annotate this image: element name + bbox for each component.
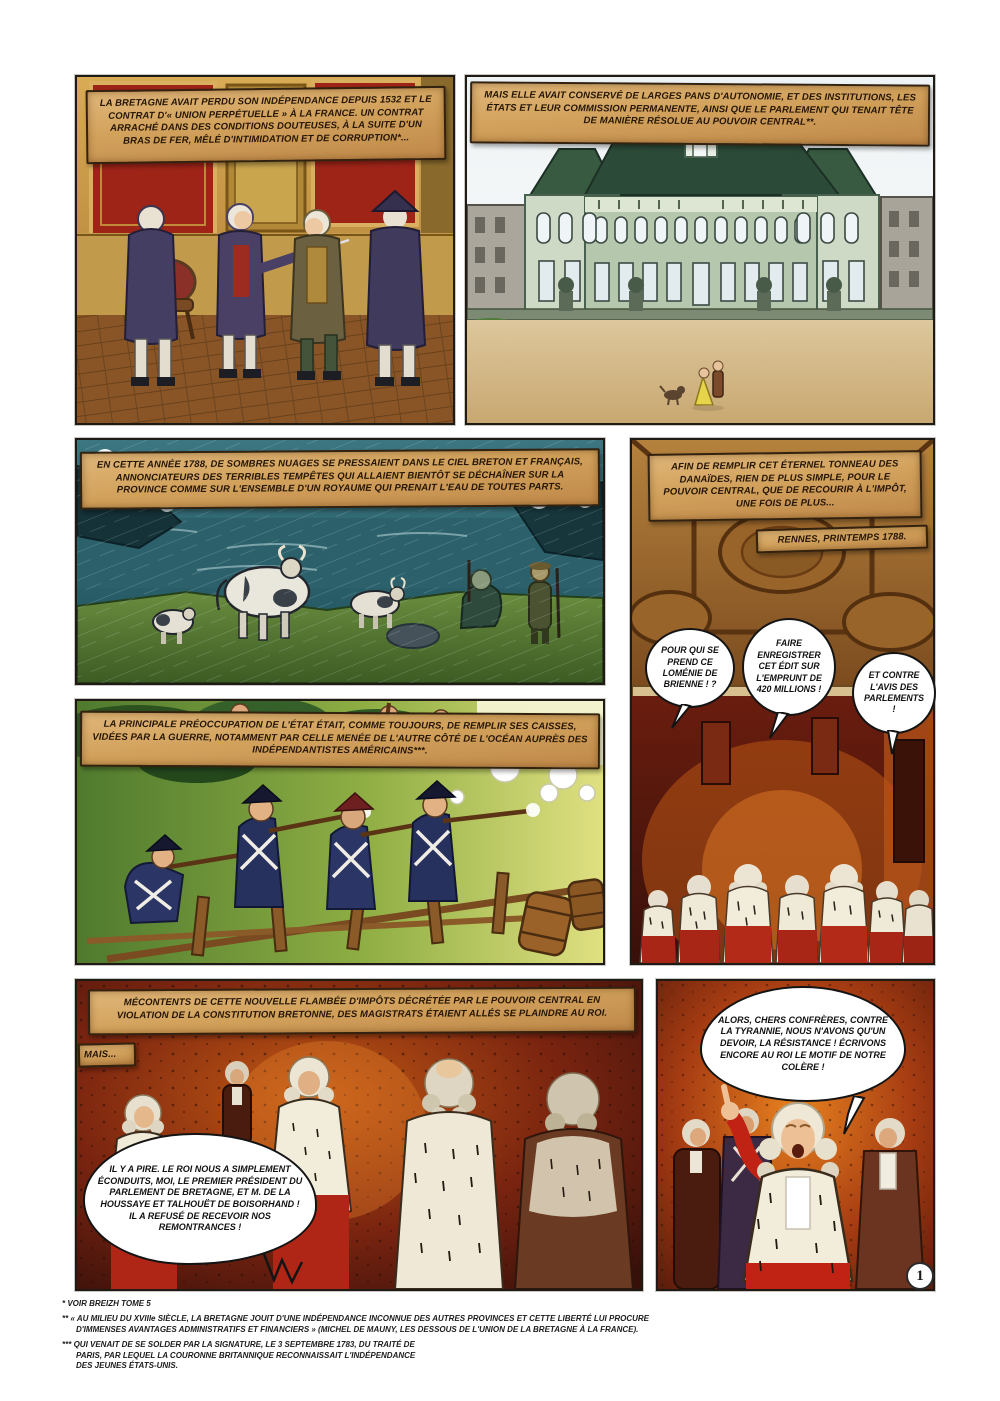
parliament-building bbox=[525, 128, 879, 313]
entrance-door bbox=[693, 263, 709, 305]
bubble-faire-enregistrer: FAIRE ENREGISTRER CET ÉDIT SUR L'EMPRUNT DE 420 MILLIONS ! bbox=[742, 618, 836, 716]
caption-panel3: EN CETTE ANNÉE 1788, DE SOMBRES NUAGES SE PRESSAIENT DANS LE CIEL BRETON ET FRANÇAIS, ANNONCIATEURS DES TERRIBLES TEMPÊTES QUI ALLAIENT BIENTÔT SE DÉCHAÎNER SUR LA PROVINCE COMME SUR L'ENSEMBLE D'UN ROYAUME QUI PRENAIT L'EAU DE TOUTES PARTS. bbox=[80, 448, 600, 510]
caption-panel4: AFIN DE REMPLIR CET ÉTERNEL TONNEAU DES DANAÏDES, RIEN DE PLUS SIMPLE, POUR LE POUVOIR CENTRAL, QUE DE RECOURIR À L'IMPÔT, UNE FOIS DE PLUS... bbox=[648, 450, 923, 522]
footnote-2: ** « AU MILIEU DU XVIIIe SIÈCLE, LA BRETAGNE JOUIT D'UNE INDÉPENDANCE INCONNUE DES AUTRES PROVINCES ET CETTE LIBERTÉ LUI PROCURE D'IMMENSES AVANTAGES ADMINISTRATIFS ET FINANCIERS » (MICHEL DE MAUNY, LES DESSOUS DE L'UNION DE LA BRETAGNE À LA FRANCE). bbox=[62, 1314, 650, 1334]
open-mouth bbox=[792, 1144, 804, 1158]
magistrate-background bbox=[223, 1061, 251, 1145]
red-robe bbox=[746, 1263, 850, 1289]
caption-panel1: LA BRETAGNE AVAIT PERDU SON INDÉPENDANCE DEPUIS 1532 ET LE CONTRAT D'« UNION PERPÉTUELLE » À LA FRANCE. UN CONTRAT ARRACHÉ DANS DES CONDITIONS DOUTEUSES, À LA SUITE D'UN BRAS DE FER, MÊLÉ D'INTIMIDATION ET DE CORRUPTION*... bbox=[86, 86, 447, 164]
bubble-tail-zigzag bbox=[262, 1252, 308, 1286]
muzzle-flash bbox=[526, 803, 540, 817]
pointing-finger bbox=[724, 1087, 728, 1105]
bubble-tail-alors bbox=[838, 1096, 868, 1136]
bubble-et-contre: ET CONTRE L'AVIS DES PARLEMENTS ! bbox=[852, 652, 936, 734]
caption-panel4-location: RENNES, PRINTEMPS 1788. bbox=[756, 525, 929, 554]
jabot bbox=[786, 1177, 810, 1229]
bubble-il-y-a-pire: IL Y A PIRE. LE ROI NOUS A SIMPLEMENT ÉCONDUITS, MOI, LE PREMIER PRÉSIDENT DU PARLEMENT DE BRETAGNE, ET M. DE LA HOUSSAYE ET TALHOUËT DE BOISORHAND ! IL A REFUSÉ DE RECEVOIR NOS REMONTRANCES ! bbox=[83, 1133, 317, 1265]
caption-panel2: MAIS ELLE AVAIT CONSERVÉ DE LARGES PANS D'AUTONOMIE, ET DES INSTITUTIONS, LES ÉTATS ET LEUR COMMISSION PERMANENTE, AINSI QUE LE PARLEMENT QUI TENAIT TÊTE DE MANIÈRE RÉSOLUE AU POUVOIR CENTRAL**. bbox=[470, 81, 930, 146]
wall-mirror bbox=[812, 718, 838, 774]
bubble-tail-faire-enregistrer bbox=[768, 712, 794, 740]
footnote-1: * VOIR BREIZH TOME 5 bbox=[62, 1299, 151, 1308]
bubble-pour-qui: POUR QUI SE PREND CE LOMÉNIE DE BRIENNE ! ? bbox=[645, 628, 735, 708]
bubble-alors-chers-confreres: ALORS, CHERS CONFRÈRES, CONTRE LA TYRANNIE, NOUS N'AVONS QU'UN DEVOIR, LA RÉSISTANCE ! ÉCRIVONS ENCORE AU ROI LE MOTIF DE NOTRE COLÈRE ! bbox=[700, 986, 906, 1102]
bubble-tail-et-contre bbox=[882, 730, 906, 756]
ceiling-medallion-right bbox=[844, 594, 933, 650]
bubble-tail-pour-qui bbox=[668, 704, 694, 730]
footnote-3: *** QUI VENAIT DE SE SOLDER PAR LA SIGNATURE, LE 3 SEPTEMBRE 1783, DU TRAITÉ DE PARIS, PAR LEQUEL LA COURONNE BRITANNIQUE RECONNAISSAIT L'INDÉPENDANCE DES JEUNES ÉTATS-UNIS. bbox=[62, 1340, 416, 1370]
doorway bbox=[894, 740, 924, 862]
cravat bbox=[880, 1153, 896, 1189]
page-number: 1 bbox=[906, 1262, 934, 1290]
caption-panel6-mais: MAIS... bbox=[78, 1042, 136, 1067]
footnotes bbox=[62, 1299, 676, 1376]
wall-mirror bbox=[702, 722, 730, 784]
upper-windows bbox=[537, 213, 858, 243]
caption-panel5: LA PRINCIPALE PRÉOCCUPATION DE L'ÉTAT ÉTAIT, COMME TOUJOURS, DE REMPLIR SES CAISSES, VIDÉES PAR LA GUERRE, NOTAMMENT PAR CELLE MENÉE DE L'AUTRE CÔTÉ DE L'OCÉAN AUPRÈS DES INDÉPENDANTISTES AMÉRICAINS***. bbox=[80, 711, 600, 770]
caption-panel6: MÉCONTENTS DE CETTE NOUVELLE FLAMBÉE D'IMPÔTS DÉCRÉTÉE PAR LE POUVOIR CENTRAL EN VIOLATION DE LA CONSTITUTION BRETONNE, DES MAGISTRATS ÉTAIENT ALLÉS SE PLAINDRE AU ROI. bbox=[88, 987, 636, 1036]
